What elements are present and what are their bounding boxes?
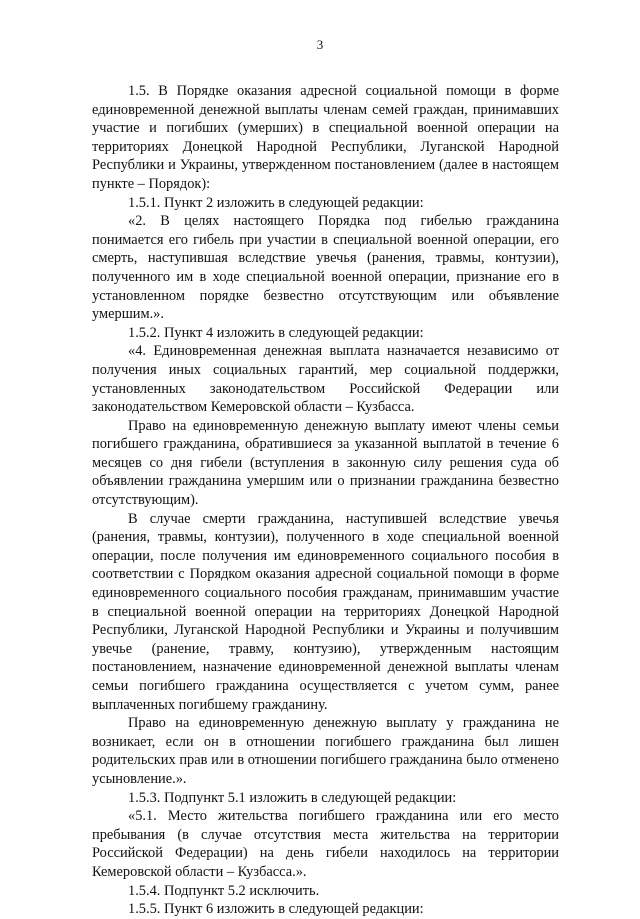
paragraph-item-4: «4. Единовременная денежная выплата назначается независимо от получения иных социальных гарантий, мер социальной поддержки, установленных законодательством Российской Федерации или законодательством Кемеровской области – Кузбасса. — [92, 343, 559, 416]
document-body — [92, 82, 559, 919]
paragraph-1-5-3: 1.5.3. Подпункт 5.1 изложить в следующей редакции: — [128, 789, 457, 806]
paragraph-item-2: «2. В целях настоящего Порядка под гибелью гражданина понимается его гибель при участии в специальной военной операции, его смерть, наступившая вследствие увечья (ранения, травмы, контузии), полученного им в ходе специальной военной операции, признание его в установленном порядке безвестно отсутствующим или объявление умершим.». — [92, 213, 559, 323]
paragraph-1-5-2: 1.5.2. Пункт 4 изложить в следующей редакции: — [128, 324, 424, 341]
paragraph-death-case: В случае смерти гражданина, наступившей вследствие увечья (ранения, травмы, контузии), полученного в ходе специальной военной операции, после получения им единовременного социального пособия в соответствии с Порядком оказания адресной социальной помощи в форме единовременного социального пособия гражданам, принимавшим участие в специальной военной операции на территориях Донецкой Народной Республики, Луганской Народной Республики и Украины и получившим увечье (ранение, травму, контузию), утвержденным настоящим постановлением, назначение единовременной денежной выплаты членам семьи погибшего гражданина осуществляется с учетом сумм, ранее выплаченных погибшему гражданину. — [92, 510, 559, 713]
paragraph-subitem-5-1: «5.1. Место жительства погибшего гражданина или его место пребывания (в случае отсутствия места жительства на территории Российской Федерации) на день гибели находилось на территории Кемеровской области – Кузбасса.». — [92, 808, 559, 880]
paragraph-no-right: Право на единовременную денежную выплату у гражданина не возникает, если он в отношении погибшего гражданина был лишен родительских прав или в отношении погибшего гражданина было отменено усыновление.». — [92, 715, 559, 787]
paragraph-1-5-5: 1.5.5. Пункт 6 изложить в следующей редакции: — [128, 901, 424, 918]
paragraph-right-to-payment: Право на единовременную денежную выплату имеют члены семьи погибшего гражданина, обратившиеся за указанной выплатой в течение 6 месяцев со дня гибели (вступления в законную силу решения суда об объявлении гражданина умершим или о признании гражданина безвестно отсутствующим). — [92, 417, 559, 509]
paragraph-1-5: 1.5. В Порядке оказания адресной социальной помощи в форме единовременной денежной выплаты членам семей граждан, принимавших участие и погибших (умерших) в специальной военной операции на территориях Донецкой Народной Республики, Луганской Народной Республики и Украины, утвержденном постановлением (далее в настоящем пункте – Порядок): — [92, 83, 559, 192]
paragraph-1-5-4: 1.5.4. Подпункт 5.2 исключить. — [128, 882, 320, 899]
page-number: 3 — [316, 37, 324, 52]
paragraph-1-5-1: 1.5.1. Пункт 2 изложить в следующей редакции: — [128, 194, 424, 211]
